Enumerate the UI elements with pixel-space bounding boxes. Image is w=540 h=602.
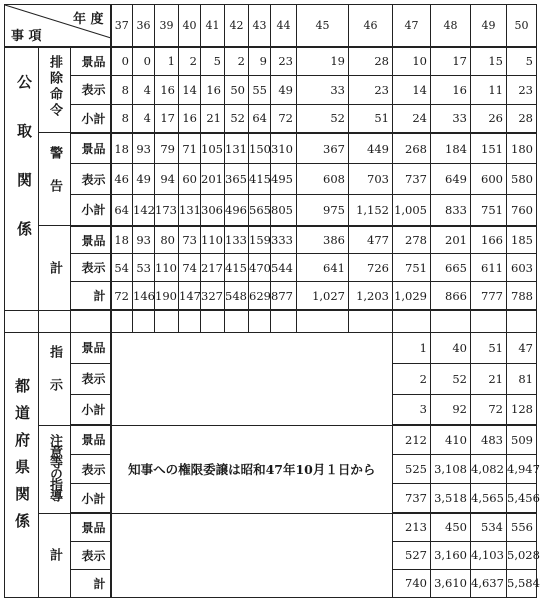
value-cell: 2 xyxy=(393,363,431,394)
value-cell: 33 xyxy=(297,75,349,104)
year-cell: 46 xyxy=(349,5,393,47)
value-cell: 131 xyxy=(179,195,201,226)
value-cell: 3,108 xyxy=(431,454,471,483)
value-cell: 17 xyxy=(155,104,179,133)
gap-cell xyxy=(393,310,431,332)
value-cell: 49 xyxy=(271,75,297,104)
value-cell: 4 xyxy=(133,75,155,104)
delegation-note: 知事への権限委譲は昭和47年10月１日から xyxy=(111,425,393,513)
value-cell: 1,029 xyxy=(393,282,431,310)
group-label xyxy=(39,226,71,310)
value-cell: 185 xyxy=(507,226,537,254)
corner-cell xyxy=(5,5,111,47)
gap-cell xyxy=(349,310,393,332)
value-cell: 46 xyxy=(111,164,133,195)
gap-cell xyxy=(249,310,271,332)
value-cell: 23 xyxy=(271,47,297,76)
group-label xyxy=(39,133,71,226)
value-cell: 51 xyxy=(349,104,393,133)
value-cell: 5,456 xyxy=(507,484,537,513)
value-cell: 777 xyxy=(471,282,507,310)
value-cell: 4,947 xyxy=(507,454,537,483)
statistics-table xyxy=(4,4,540,598)
value-cell: 327 xyxy=(201,282,225,310)
value-cell: 10 xyxy=(393,47,431,76)
gap-cell xyxy=(507,310,537,332)
value-cell: 92 xyxy=(431,394,471,425)
value-cell: 556 xyxy=(507,513,537,541)
value-cell: 470 xyxy=(249,254,271,282)
value-cell: 72 xyxy=(471,394,507,425)
value-cell: 866 xyxy=(431,282,471,310)
value-cell: 527 xyxy=(393,541,431,569)
value-cell: 450 xyxy=(431,513,471,541)
value-cell: 21 xyxy=(471,363,507,394)
value-cell: 52 xyxy=(431,363,471,394)
year-cell: 47 xyxy=(393,5,431,47)
year-cell: 44 xyxy=(271,5,297,47)
value-cell: 580 xyxy=(507,164,537,195)
value-cell: 3,518 xyxy=(431,484,471,513)
value-cell: 105 xyxy=(201,133,225,164)
value-cell: 0 xyxy=(111,47,133,76)
group-label xyxy=(39,332,71,425)
value-cell: 80 xyxy=(155,226,179,254)
value-cell: 306 xyxy=(201,195,225,226)
value-cell: 72 xyxy=(111,282,133,310)
group-label-text: 計 xyxy=(47,548,62,562)
year-cell: 49 xyxy=(471,5,507,47)
value-cell: 11 xyxy=(471,75,507,104)
value-cell: 5,028 xyxy=(507,541,537,569)
value-cell: 449 xyxy=(349,133,393,164)
value-cell: 1,027 xyxy=(297,282,349,310)
value-cell: 737 xyxy=(393,484,431,513)
value-cell: 217 xyxy=(201,254,225,282)
value-cell: 18 xyxy=(111,226,133,254)
row-label: 表示 xyxy=(71,363,111,394)
value-cell: 4,637 xyxy=(471,569,507,597)
value-cell: 151 xyxy=(471,133,507,164)
value-cell: 4 xyxy=(133,104,155,133)
value-cell: 18 xyxy=(111,133,133,164)
value-cell: 159 xyxy=(249,226,271,254)
year-cell: 48 xyxy=(431,5,471,47)
value-cell: 8 xyxy=(111,104,133,133)
value-cell: 55 xyxy=(249,75,271,104)
value-cell: 483 xyxy=(471,425,507,454)
value-cell: 415 xyxy=(249,164,271,195)
header-row xyxy=(5,5,537,47)
value-cell: 28 xyxy=(349,47,393,76)
value-cell: 166 xyxy=(471,226,507,254)
row-label: 景品 xyxy=(71,133,111,164)
table-row xyxy=(5,226,537,254)
value-cell: 877 xyxy=(271,282,297,310)
value-cell: 1,152 xyxy=(349,195,393,226)
value-cell: 600 xyxy=(471,164,507,195)
value-cell: 737 xyxy=(393,164,431,195)
row-label: 表示 xyxy=(71,75,111,104)
value-cell: 50 xyxy=(225,75,249,104)
value-cell: 49 xyxy=(133,164,155,195)
value-cell: 52 xyxy=(225,104,249,133)
value-cell: 534 xyxy=(471,513,507,541)
gap-cell xyxy=(271,310,297,332)
row-label: 表示 xyxy=(71,454,111,483)
group-label-text: 計 xyxy=(47,260,62,274)
value-cell: 1 xyxy=(393,332,431,363)
value-cell: 60 xyxy=(179,164,201,195)
table-row xyxy=(5,425,537,454)
row-label: 計 xyxy=(71,569,111,597)
group-label-text: 警告 xyxy=(47,145,62,212)
group-label-text: 排除命令 xyxy=(47,55,62,120)
value-cell: 16 xyxy=(155,75,179,104)
value-cell: 760 xyxy=(507,195,537,226)
table-row xyxy=(5,254,537,282)
group-label xyxy=(39,513,71,597)
value-cell: 94 xyxy=(155,164,179,195)
value-cell: 495 xyxy=(271,164,297,195)
value-cell: 975 xyxy=(297,195,349,226)
value-cell: 23 xyxy=(349,75,393,104)
value-cell: 26 xyxy=(471,104,507,133)
value-cell: 131 xyxy=(225,133,249,164)
value-cell: 333 xyxy=(271,226,297,254)
table-row xyxy=(5,332,537,363)
value-cell: 496 xyxy=(225,195,249,226)
value-cell: 641 xyxy=(297,254,349,282)
row-label: 表示 xyxy=(71,164,111,195)
value-cell: 74 xyxy=(179,254,201,282)
row-label: 景品 xyxy=(71,513,111,541)
table-row xyxy=(5,282,537,310)
value-cell: 190 xyxy=(155,282,179,310)
value-cell: 3,160 xyxy=(431,541,471,569)
value-cell: 201 xyxy=(201,164,225,195)
value-cell: 367 xyxy=(297,133,349,164)
value-cell: 751 xyxy=(471,195,507,226)
value-cell: 81 xyxy=(507,363,537,394)
value-cell: 72 xyxy=(271,104,297,133)
value-cell: 386 xyxy=(297,226,349,254)
gap-cell xyxy=(179,310,201,332)
value-cell: 740 xyxy=(393,569,431,597)
value-cell: 24 xyxy=(393,104,431,133)
gap-cell xyxy=(71,310,111,332)
row-label: 景品 xyxy=(71,425,111,454)
value-cell: 54 xyxy=(111,254,133,282)
value-cell: 17 xyxy=(431,47,471,76)
value-cell: 4,565 xyxy=(471,484,507,513)
value-cell: 805 xyxy=(271,195,297,226)
value-cell: 4,103 xyxy=(471,541,507,569)
section-label xyxy=(5,47,39,311)
value-cell: 110 xyxy=(155,254,179,282)
value-cell: 33 xyxy=(431,104,471,133)
gap-cell xyxy=(201,310,225,332)
gap-cell xyxy=(155,310,179,332)
value-cell: 611 xyxy=(471,254,507,282)
value-cell: 180 xyxy=(507,133,537,164)
value-cell: 4,082 xyxy=(471,454,507,483)
table-row xyxy=(5,195,537,226)
value-cell: 16 xyxy=(201,75,225,104)
value-cell: 268 xyxy=(393,133,431,164)
gap-cell xyxy=(133,310,155,332)
row-label: 景品 xyxy=(71,226,111,254)
value-cell: 5,584 xyxy=(507,569,537,597)
value-cell: 93 xyxy=(133,133,155,164)
value-cell: 16 xyxy=(179,104,201,133)
value-cell: 278 xyxy=(393,226,431,254)
gap-cell xyxy=(111,310,133,332)
value-cell: 47 xyxy=(507,332,537,363)
table-row xyxy=(5,47,537,76)
value-cell: 3,610 xyxy=(431,569,471,597)
value-cell: 2 xyxy=(225,47,249,76)
value-cell: 28 xyxy=(507,104,537,133)
year-cell: 40 xyxy=(179,5,201,47)
value-cell: 173 xyxy=(155,195,179,226)
group-label-text: 指示 xyxy=(47,345,62,412)
value-cell: 565 xyxy=(249,195,271,226)
table-row xyxy=(5,164,537,195)
value-cell: 14 xyxy=(393,75,431,104)
row-label: 小計 xyxy=(71,484,111,513)
value-cell: 79 xyxy=(155,133,179,164)
value-cell: 477 xyxy=(349,226,393,254)
value-cell: 833 xyxy=(431,195,471,226)
value-cell: 5 xyxy=(507,47,537,76)
value-cell: 0 xyxy=(133,47,155,76)
value-cell: 52 xyxy=(297,104,349,133)
year-cell: 45 xyxy=(297,5,349,47)
table-body xyxy=(5,47,540,598)
value-cell: 14 xyxy=(179,75,201,104)
value-cell: 71 xyxy=(179,133,201,164)
section-label-text: 都道府県関係 xyxy=(13,378,31,541)
value-cell: 751 xyxy=(393,254,431,282)
value-cell: 51 xyxy=(471,332,507,363)
value-cell: 1 xyxy=(155,47,179,76)
value-cell: 603 xyxy=(507,254,537,282)
value-cell: 213 xyxy=(393,513,431,541)
value-cell: 2 xyxy=(179,47,201,76)
row-label: 景品 xyxy=(71,47,111,76)
row-label: 小計 xyxy=(71,195,111,226)
gap-cell xyxy=(39,310,71,332)
value-cell: 629 xyxy=(249,282,271,310)
year-cell: 50 xyxy=(507,5,537,47)
value-cell: 21 xyxy=(201,104,225,133)
year-cell: 41 xyxy=(201,5,225,47)
value-cell: 53 xyxy=(133,254,155,282)
value-cell: 19 xyxy=(297,47,349,76)
value-cell: 23 xyxy=(507,75,537,104)
year-cell: 36 xyxy=(133,5,155,47)
value-cell: 8 xyxy=(111,75,133,104)
blank-cell xyxy=(111,332,393,425)
group-label xyxy=(39,47,71,133)
section-label-text: 公取関係 xyxy=(15,73,33,270)
row-label: 計 xyxy=(71,282,111,310)
value-cell: 64 xyxy=(111,195,133,226)
value-cell: 142 xyxy=(133,195,155,226)
value-cell: 147 xyxy=(179,282,201,310)
table-row xyxy=(5,104,537,133)
value-cell: 3 xyxy=(393,394,431,425)
value-cell: 40 xyxy=(431,332,471,363)
year-cell: 43 xyxy=(249,5,271,47)
value-cell: 9 xyxy=(249,47,271,76)
blank-cell xyxy=(111,513,393,597)
value-cell: 1,203 xyxy=(349,282,393,310)
value-cell: 150 xyxy=(249,133,271,164)
value-cell: 608 xyxy=(297,164,349,195)
value-cell: 310 xyxy=(271,133,297,164)
year-header: 年 度 xyxy=(72,12,104,27)
value-cell: 726 xyxy=(349,254,393,282)
gap-cell xyxy=(431,310,471,332)
value-cell: 415 xyxy=(225,254,249,282)
row-label: 表示 xyxy=(71,541,111,569)
value-cell: 649 xyxy=(431,164,471,195)
year-cell: 42 xyxy=(225,5,249,47)
value-cell: 110 xyxy=(201,226,225,254)
section-label xyxy=(5,332,39,597)
gap-cell xyxy=(471,310,507,332)
value-cell: 146 xyxy=(133,282,155,310)
value-cell: 93 xyxy=(133,226,155,254)
value-cell: 133 xyxy=(225,226,249,254)
year-cell: 37 xyxy=(111,5,133,47)
value-cell: 548 xyxy=(225,282,249,310)
value-cell: 703 xyxy=(349,164,393,195)
value-cell: 1,005 xyxy=(393,195,431,226)
value-cell: 212 xyxy=(393,425,431,454)
row-label: 小計 xyxy=(71,394,111,425)
value-cell: 184 xyxy=(431,133,471,164)
item-header: 事 項 xyxy=(11,28,42,44)
value-cell: 128 xyxy=(507,394,537,425)
gap-cell xyxy=(225,310,249,332)
value-cell: 15 xyxy=(471,47,507,76)
row-label: 景品 xyxy=(71,332,111,363)
value-cell: 788 xyxy=(507,282,537,310)
gap-cell xyxy=(5,310,39,332)
group-label xyxy=(39,425,71,513)
group-label-text: 注意等の指導 xyxy=(47,433,62,500)
value-cell: 410 xyxy=(431,425,471,454)
value-cell: 365 xyxy=(225,164,249,195)
table-row xyxy=(5,75,537,104)
table-row xyxy=(5,513,537,541)
value-cell: 509 xyxy=(507,425,537,454)
table-row xyxy=(5,133,537,164)
value-cell: 64 xyxy=(249,104,271,133)
section-gap xyxy=(5,310,537,332)
value-cell: 16 xyxy=(431,75,471,104)
value-cell: 665 xyxy=(431,254,471,282)
value-cell: 201 xyxy=(431,226,471,254)
row-label: 小計 xyxy=(71,104,111,133)
value-cell: 525 xyxy=(393,454,431,483)
gap-cell xyxy=(297,310,349,332)
year-cell: 39 xyxy=(155,5,179,47)
value-cell: 5 xyxy=(201,47,225,76)
value-cell: 544 xyxy=(271,254,297,282)
value-cell: 73 xyxy=(179,226,201,254)
row-label: 表示 xyxy=(71,254,111,282)
